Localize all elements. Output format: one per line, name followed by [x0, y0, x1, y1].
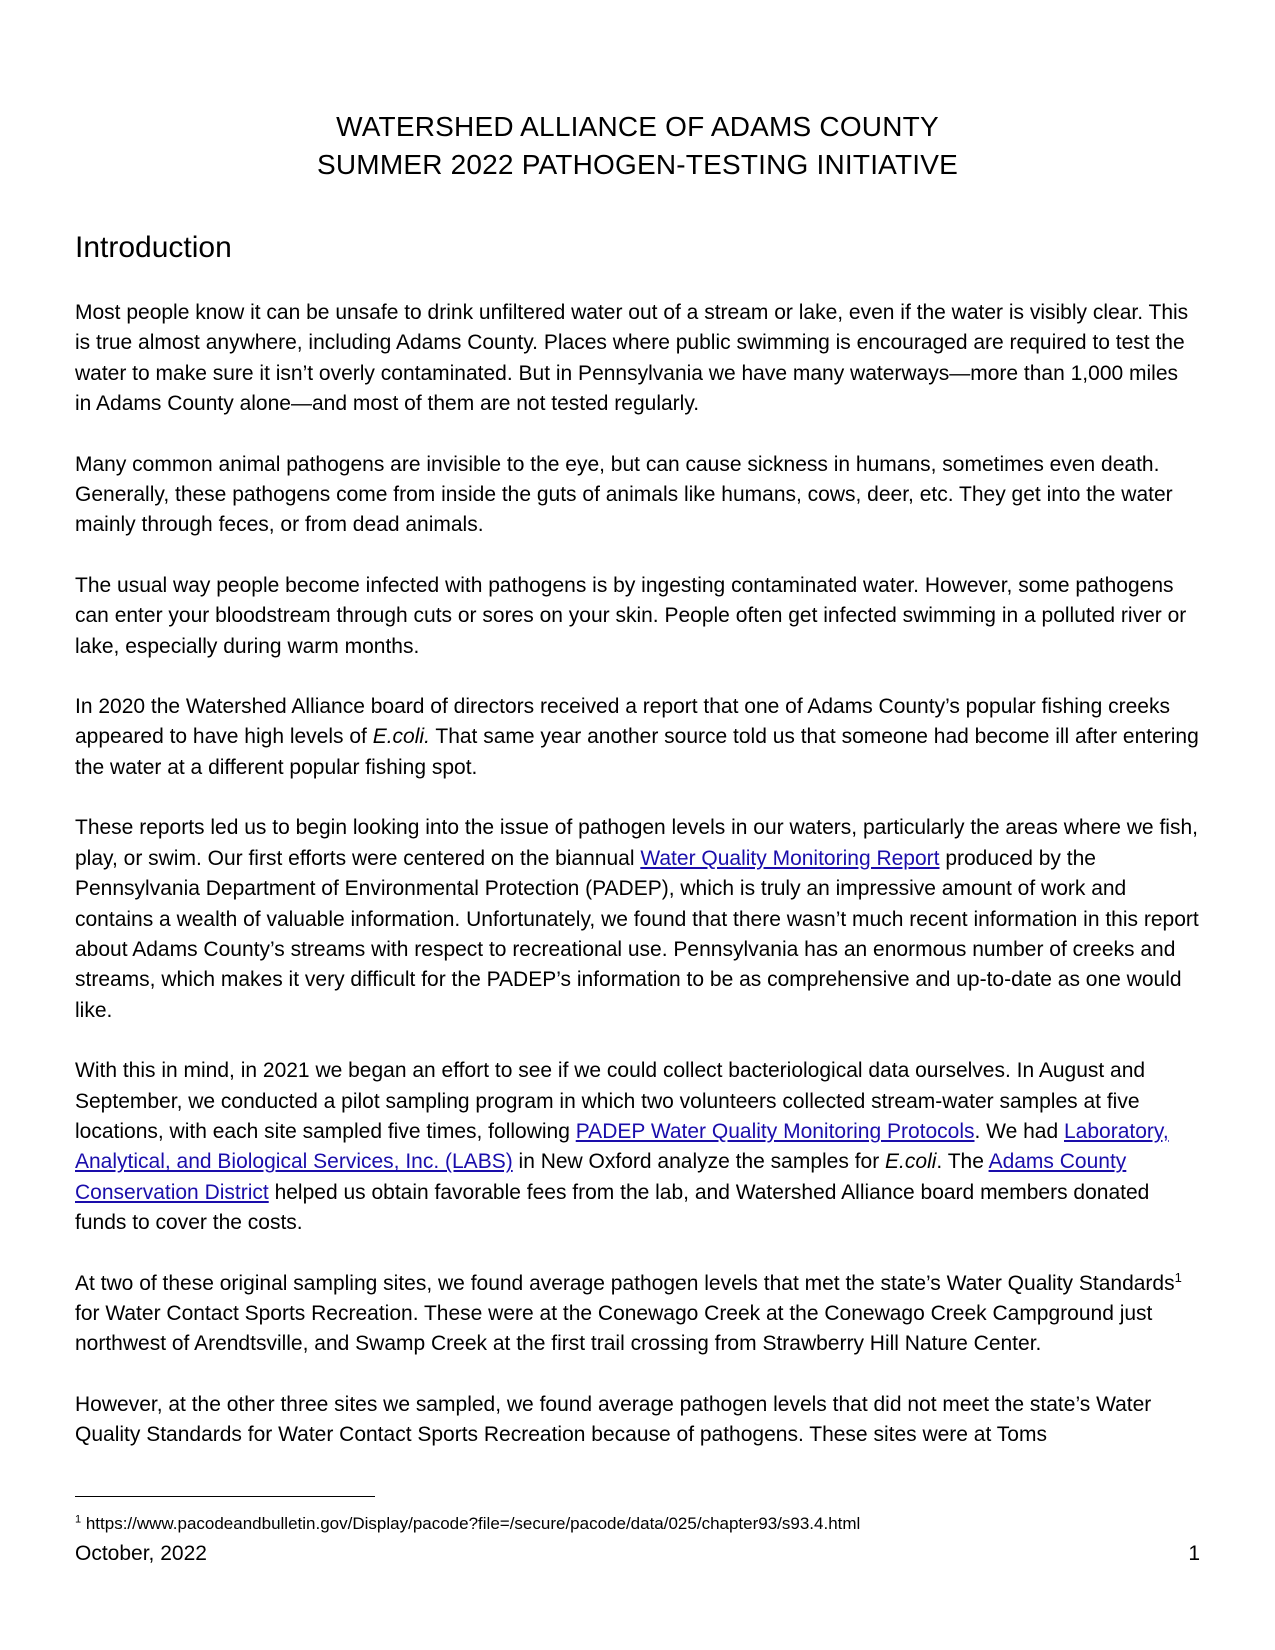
- paragraph-6-text-d: . The: [936, 1150, 989, 1174]
- paragraph-6: [75, 1056, 1200, 1238]
- footnote-url[interactable]: https://www.pacodeandbulletin.gov/Display/pacode?file=/secure/pacode/data/025/chapter93/s93.4.html: [81, 1514, 861, 1533]
- paragraph-4: [75, 692, 1200, 783]
- paragraph-5: [75, 813, 1200, 1026]
- water-quality-report-link[interactable]: Water Quality Monitoring Report: [640, 846, 940, 870]
- section-heading: Introduction: [75, 231, 232, 264]
- paragraph-3: The usual way people become infected with pathogens is by ingesting contaminated water. However, some pathogens can enter your bloodstream through cuts or sores on your skin. People often get infected swimming in a polluted river or lake, especially during warm months.: [75, 573, 1187, 658]
- paragraph-7: [75, 1269, 1200, 1360]
- footer-date: October, 2022: [75, 1542, 207, 1565]
- paragraph-8: However, at the other three sites we sampled, we found average pathogen levels that did not meet the state’s Water Quality Standards for Water Contact Sports Recreation because of pathogens. These sites were at Toms: [75, 1392, 1152, 1447]
- ecoli-term: E.coli.: [372, 725, 430, 749]
- document-body: [75, 298, 1200, 1481]
- paragraph-1: Most people know it can be unsafe to drink unfiltered water out of a stream or lake, even if the water is visibly clear. This is true almost anywhere, including Adams County. Places where public swimming is encouraged are required to test the water to make sure it isn’t overly contaminated. But in Pennsylvania we have many waterways—more than 1,000 miles in Adams County alone—and most of them are not tested regularly.: [75, 301, 1189, 416]
- paragraph-7-text-b: for Water Contact Sports Recreation. These were at the Conewago Creek at the Conewago Creek Campground just northwest of Arendtsville, and Swamp Creek at the first trail crossing from Strawberry Hill Nature Center.: [75, 1301, 1153, 1356]
- paragraph-5-text-a: These reports led us to begin looking into the issue of pathogen levels in our waters, particularly the areas where we fish, play, or swim. Our first efforts were centered on the biannual: [75, 816, 1198, 870]
- footnote-separator: [75, 1496, 375, 1497]
- labs-link[interactable]: Laboratory, Analytical, and Biological Services, Inc. (LABS): [75, 1119, 1169, 1174]
- paragraph-6-text-a: With this in mind, in 2021 we began an effort to see if we could collect bacteriological data ourselves. In August and September, we conducted a pilot sampling program in which two volunteers collected stream-water samples at five locations, with each site sampled five times, following: [75, 1059, 1146, 1143]
- document-title: [0, 108, 1275, 184]
- title-line-2: SUMMER 2022 PATHOGEN-TESTING INITIATIVE: [317, 149, 958, 180]
- footnote: [75, 1513, 860, 1535]
- paragraph-6-text-b: . We had: [974, 1119, 1064, 1143]
- padep-protocols-link[interactable]: PADEP Water Quality Monitoring Protocols: [575, 1119, 975, 1143]
- paragraph-2: Many common animal pathogens are invisible to the eye, but can cause sickness in humans, sometimes even death. Generally, these pathogens come from inside the guts of animals like humans, cows, deer, etc. They get into the water mainly through feces, or from dead animals.: [75, 452, 1173, 537]
- footnote-reference[interactable]: 1: [1174, 1269, 1182, 1285]
- paragraph-6-text-c: in New Oxford analyze the samples for: [512, 1150, 886, 1174]
- page-number: 1: [1188, 1542, 1200, 1565]
- ecoli-term: E.coli: [885, 1150, 937, 1174]
- paragraph-4-text-b: That same year another source told us that someone had become ill after entering the water at a different popular fishing spot.: [75, 725, 1199, 779]
- conservation-district-link[interactable]: Adams County Conservation District: [75, 1150, 1127, 1204]
- paragraph-7-text-a: At two of these original sampling sites, we found average pathogen levels that met the state’s Water Quality Standards: [75, 1271, 1175, 1295]
- title-line-1: WATERSHED ALLIANCE OF ADAMS COUNTY: [336, 111, 939, 142]
- paragraph-4-text-a: In 2020 the Watershed Alliance board of directors received a report that one of Adams County’s popular fishing creeks appeared to have high levels of: [75, 695, 1170, 749]
- paragraph-6-text-e: helped us obtain favorable fees from the lab, and Watershed Alliance board members donated funds to cover the costs.: [75, 1180, 1150, 1235]
- footnote-mark: 1: [75, 1513, 82, 1526]
- paragraph-5-text-b: produced by the Pennsylvania Department of Environmental Protection (PADEP), which is truly an impressive amount of work and contains a wealth of valuable information. Unfortunately, we found that there wasn’t much recent information in this report about Adams County’s streams with respect to recreational use. Pennsylvania has an enormous number of creeks and streams, which makes it very difficult for the PADEP’s information to be as comprehensive and up-to-date as one would like.: [75, 846, 1199, 1022]
